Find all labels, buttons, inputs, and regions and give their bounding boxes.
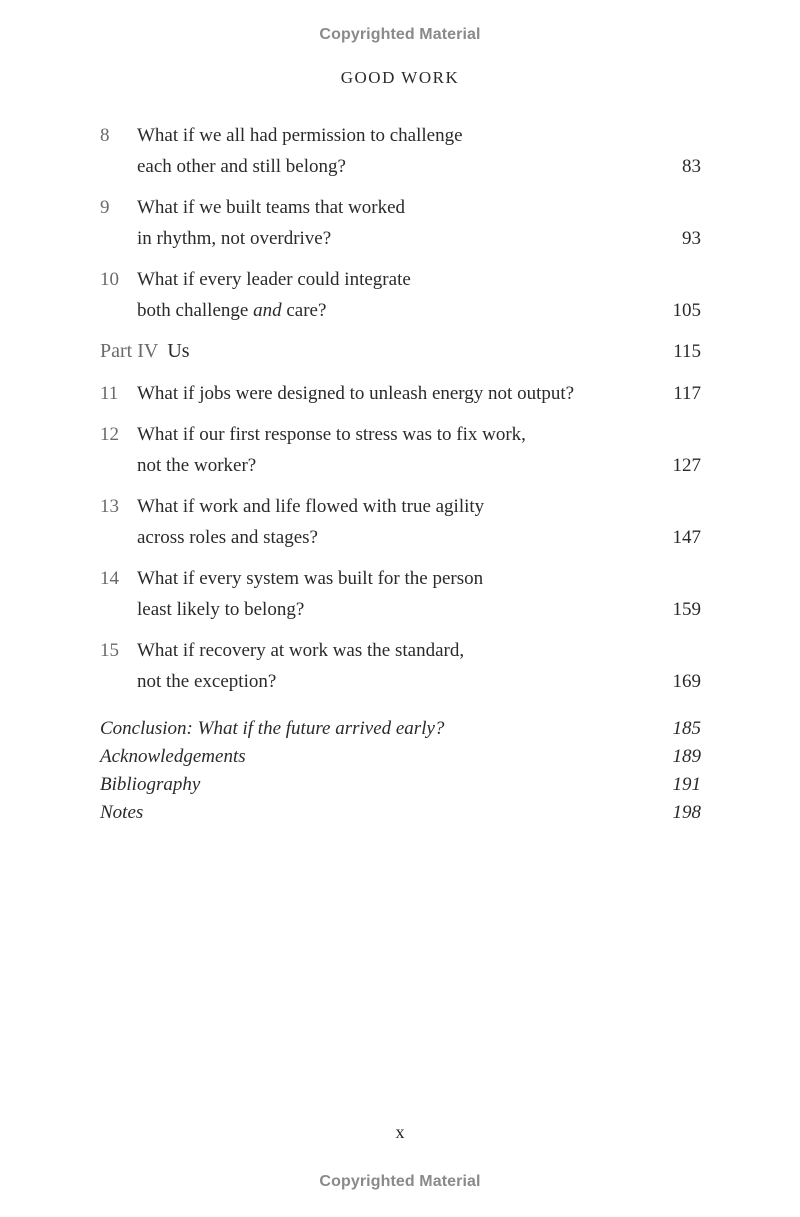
backmatter-title: Bibliography: [100, 774, 201, 795]
toc-entry-chapter-12: [100, 419, 701, 481]
page-number: 83: [682, 156, 701, 177]
page-number: 185: [672, 718, 701, 739]
chapter-title-line: What if our first response to stress was to fix work,: [137, 424, 526, 445]
backmatter-title: Conclusion: What if the future arrived early?: [100, 718, 445, 739]
page-number: 169: [672, 671, 701, 692]
toc-entry-acknowledgements: [100, 743, 701, 771]
chapter-title: [137, 563, 641, 625]
page-number: 191: [672, 774, 701, 795]
toc-entry-bibliography: [100, 771, 701, 799]
chapter-number: 15: [100, 640, 119, 661]
toc-entry-chapter-14: [100, 563, 701, 625]
copyright-watermark-bottom: Copyrighted Material: [319, 1173, 481, 1190]
chapter-title: [137, 491, 641, 553]
chapter-title: [137, 635, 641, 697]
chapter-title-line: What if every leader could integrate: [137, 269, 411, 290]
chapter-title-line: not the worker?: [137, 455, 257, 476]
page-number: 93: [682, 228, 701, 249]
backmatter-title: Notes: [100, 802, 144, 823]
part-label: Part IV: [100, 340, 159, 362]
chapter-number: 8: [100, 125, 110, 146]
chapter-title: [137, 264, 641, 326]
chapter-title-line: not the exception?: [137, 671, 277, 692]
chapter-number: 10: [100, 269, 119, 290]
chapter-number: 13: [100, 496, 119, 517]
chapter-title-line: What if we all had permission to challenge: [137, 125, 463, 146]
table-of-contents: [100, 120, 701, 827]
chapter-title-text: both challenge: [137, 300, 254, 321]
toc-entry-chapter-13: [100, 491, 701, 553]
folio-page-number: x: [395, 1122, 405, 1142]
toc-entry-chapter-8: [100, 120, 701, 182]
chapter-title-line: What if we built teams that worked: [137, 197, 406, 218]
toc-entry-chapter-11: [100, 378, 701, 409]
page-number: 105: [672, 300, 701, 321]
chapter-number: 12: [100, 424, 119, 445]
backmatter-list: [100, 715, 701, 827]
chapter-title: [137, 192, 641, 254]
chapter-title-line: least likely to belong?: [137, 599, 305, 620]
page-number: 147: [672, 527, 701, 548]
chapter-title-line: each other and still belong?: [137, 156, 346, 177]
page-number: 115: [673, 341, 701, 362]
chapter-title-line: What if recovery at work was the standard,: [137, 640, 465, 661]
toc-entry-chapter-10: [100, 264, 701, 326]
chapter-title-emphasis: and: [253, 300, 282, 321]
page-number: 198: [672, 802, 701, 823]
chapter-title: [137, 419, 641, 481]
chapter-title-text: care?: [281, 300, 327, 321]
chapter-title-line: What if jobs were designed to unleash energy not output?: [137, 383, 575, 404]
chapter-title-line: in rhythm, not overdrive?: [137, 228, 332, 249]
toc-entry-notes: [100, 799, 701, 827]
copyright-watermark-top: Copyrighted Material: [319, 26, 481, 43]
backmatter-title: Acknowledgements: [100, 746, 246, 767]
page-number: 127: [672, 455, 701, 476]
chapter-number: 9: [100, 197, 110, 218]
toc-part-heading: [100, 336, 701, 367]
chapter-title: [137, 378, 641, 409]
chapter-title-line: [137, 295, 641, 326]
chapter-title-line: What if work and life flowed with true agility: [137, 496, 485, 517]
toc-entry-chapter-9: [100, 192, 701, 254]
part-title: Us: [167, 340, 190, 362]
chapter-title: [137, 120, 641, 182]
chapter-title-line: across roles and stages?: [137, 527, 318, 548]
page-number: 189: [672, 746, 701, 767]
chapter-title-line: What if every system was built for the person: [137, 568, 484, 589]
running-head: GOOD WORK: [340, 68, 460, 87]
chapter-number: 11: [100, 383, 119, 404]
toc-entry-chapter-15: [100, 635, 701, 697]
page-number: 117: [673, 383, 701, 404]
page-number: 159: [672, 599, 701, 620]
toc-entry-conclusion: [100, 715, 701, 743]
chapter-number: 14: [100, 568, 119, 589]
